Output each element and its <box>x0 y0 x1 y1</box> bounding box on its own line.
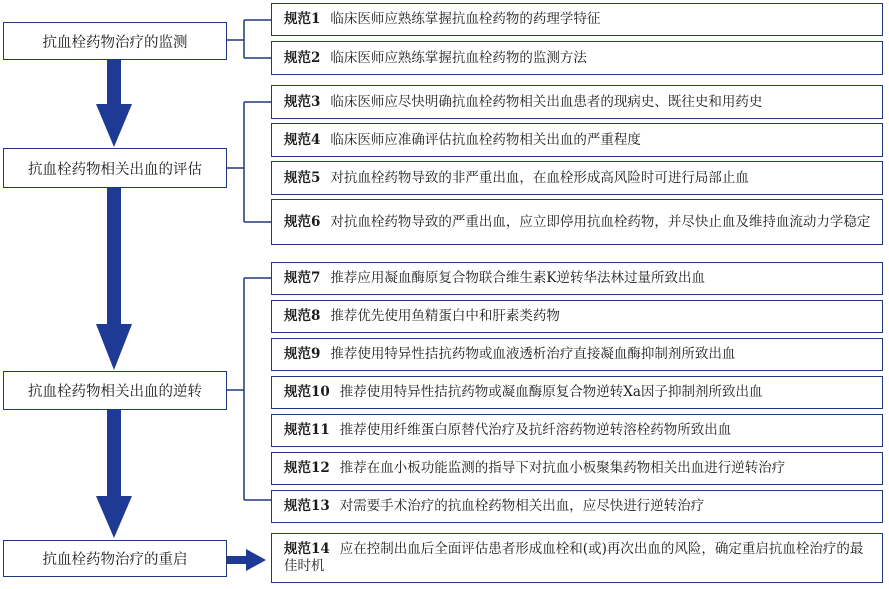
rule-8 <box>271 300 883 333</box>
rule-number: 规范9 <box>284 346 321 362</box>
rule-6 <box>271 199 883 245</box>
rule-10 <box>271 376 883 409</box>
rule-text: 应在控制出血后全面评估患者形成血栓和(或)再次出血的风险，确定重启抗血栓治疗的最佳时机 <box>284 541 864 574</box>
stage-label: 抗血栓药物相关出血的评估 <box>28 161 202 178</box>
stage-label: 抗血栓药物相关出血的逆转 <box>28 384 202 400</box>
rule-text: 临床医师应尽快明确抗血栓药物相关出血患者的现病史、既往史和用药史 <box>330 93 763 110</box>
rule-text: 对需要手术治疗的抗血栓药物相关出血，应尽快进行逆转治疗 <box>339 498 705 514</box>
rule-12 <box>271 452 883 485</box>
rule-9 <box>271 338 883 371</box>
stage-reversal <box>3 371 227 410</box>
rule-number: 规范3 <box>284 93 321 110</box>
arrow-down-3 <box>96 410 132 538</box>
stage-label: 抗血栓药物治疗的监测 <box>42 34 188 51</box>
rule-text: 推荐在血小板功能监测的指导下对抗血小板聚集药物相关出血进行逆转治疗 <box>339 460 786 476</box>
arrow-right <box>227 549 266 571</box>
bracket-assessment <box>227 102 271 222</box>
rule-text: 临床医师应熟练掌握抗血栓药物的监测方法 <box>330 49 587 66</box>
rule-number: 规范13 <box>284 498 330 514</box>
rule-number: 规范2 <box>284 49 321 66</box>
stage-monitoring <box>3 22 227 60</box>
rule-number: 规范1 <box>284 11 321 27</box>
stage-restart <box>3 540 227 577</box>
rule-4 <box>271 123 883 157</box>
rule-text: 对抗血栓药物导致的非严重出血，在血栓形成高风险时可进行局部止血 <box>330 169 749 186</box>
rule-number: 规范7 <box>284 270 321 286</box>
bracket-reversal <box>227 278 271 500</box>
rule-5 <box>271 161 883 195</box>
rule-number: 规范6 <box>284 213 321 230</box>
arrow-down-2 <box>96 188 132 370</box>
rule-text: 对抗血栓药物导致的严重出血，应立即停用抗血栓药物，并尽快止血及维持血流动力学稳定 <box>330 213 871 230</box>
stage-assessment <box>3 148 227 188</box>
bracket-monitoring <box>227 20 271 58</box>
rule-7 <box>271 262 883 295</box>
rule-13 <box>271 490 883 523</box>
rule-text: 推荐使用纤维蛋白原替代治疗及抗纤溶药物逆转溶栓药物所致出血 <box>339 422 732 438</box>
rule-11 <box>271 414 883 447</box>
rule-number: 规范11 <box>284 422 330 438</box>
rule-text: 推荐应用凝血酶原复合物联合维生素K逆转华法林过量所致出血 <box>330 270 705 286</box>
rule-text: 推荐使用特异性拮抗药物或血液透析治疗直接凝血酶抑制剂所致出血 <box>330 346 736 362</box>
rule-number: 规范14 <box>284 541 330 557</box>
stage-label: 抗血栓药物治疗的重启 <box>42 552 188 568</box>
rule-14 <box>271 533 883 583</box>
rule-number: 规范10 <box>284 384 330 400</box>
rule-2 <box>271 41 883 75</box>
rule-text: 临床医师应准确评估抗血栓药物相关出血的严重程度 <box>330 131 641 148</box>
rule-number: 规范4 <box>284 131 321 148</box>
rule-number: 规范8 <box>284 308 321 324</box>
rule-3 <box>271 85 883 119</box>
rule-text: 推荐优先使用鱼精蛋白中和肝素类药物 <box>330 308 560 324</box>
rule-number: 规范5 <box>284 169 321 186</box>
arrow-down-1 <box>96 60 132 147</box>
rule-text: 推荐使用特异性拮抗药物或凝血酶原复合物逆转Ⅹa因子抑制剂所致出血 <box>339 384 763 400</box>
rule-text: 临床医师应熟练掌握抗血栓药物的药理学特征 <box>330 11 601 27</box>
rule-1 <box>271 3 883 36</box>
rule-number: 规范12 <box>284 460 330 476</box>
